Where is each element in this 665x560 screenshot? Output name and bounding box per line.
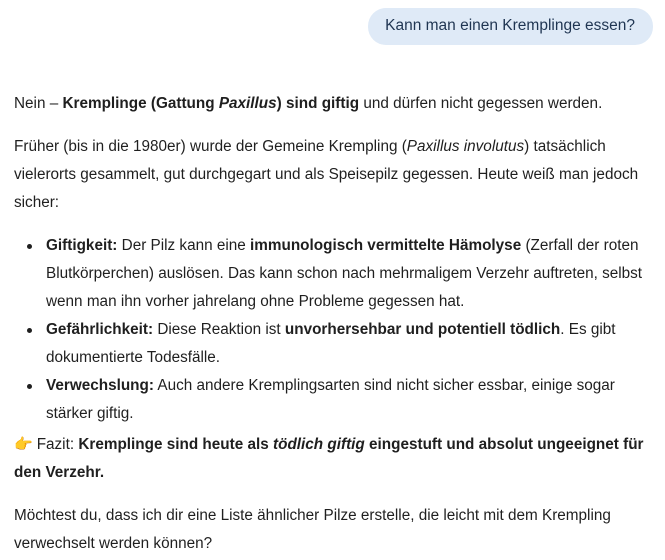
conclusion-bold-italic: tödlich giftig [273, 436, 365, 453]
list-item-gefaehrlichkeit [14, 316, 654, 372]
conclusion-bold-a: Kremplinge sind heute als [78, 436, 273, 453]
intro-bold-b: ) sind giftig [276, 95, 360, 112]
fact-text: Diese Reaktion ist [153, 321, 285, 338]
list-item-giftigkeit [14, 232, 654, 316]
intro-lead: Nein – [14, 95, 63, 112]
answer-history [14, 133, 654, 217]
fact-text: . Es gibt dokumentierte Todesfälle. [46, 321, 616, 366]
user-message-bubble: Kann man einen Kremplinge essen? [368, 8, 653, 45]
intro-bold-a: Kremplinge (Gattung [62, 95, 219, 112]
conclusion-label: Fazit: [36, 436, 75, 453]
intro-tail: und dürfen nicht gegessen werden. [359, 95, 603, 112]
fact-label: Giftigkeit: [46, 237, 118, 254]
fact-label: Gefährlichkeit: [46, 321, 154, 338]
history-italic: Paxillus involutus [406, 138, 525, 155]
intro-bold-italic: Paxillus [218, 95, 277, 112]
answer-followup: Möchtest du, dass ich dir eine Liste ähnlicher Pilze erstelle, die leicht mit dem Krempling verwechselt werden können? [14, 507, 611, 552]
user-message-row [368, 8, 653, 45]
history-b: ) tatsächlich vielerorts gesammelt, gut durchgegart und als Speisepilz gegessen. Heute weiß man jedoch sicher: [14, 138, 639, 211]
history-a: Früher (bis in die 1980er) wurde der Gemeine Krempling ( [14, 138, 407, 155]
answer-conclusion [14, 430, 654, 487]
list-item-verwechslung [14, 372, 654, 428]
assistant-answer [14, 90, 654, 558]
fact-bold: unvorhersehbar und potentiell tödlich [284, 321, 561, 338]
fact-text: (Zerfall der roten Blutkörperchen) auslösen. Das kann schon nach mehrmaligem Verzehr auftreten, selbst wenn man ihn vorher jahrelang ohne Probleme gegessen hat. [46, 237, 643, 310]
answer-intro [14, 90, 654, 118]
facts-list [14, 232, 654, 428]
pointing-hand-icon: 👉 [14, 435, 33, 453]
fact-bold: immunologisch vermittelte Hämolyse [250, 237, 522, 254]
conclusion-bold-b: eingestuft und absolut ungeeignet für den Verzehr. [14, 436, 644, 481]
fact-text: Der Pilz kann eine [117, 237, 251, 254]
fact-text: Auch andere Kremplingsarten sind nicht sicher essbar, einige sogar stärker giftig. [46, 377, 615, 422]
fact-label: Verwechslung: [46, 377, 154, 394]
